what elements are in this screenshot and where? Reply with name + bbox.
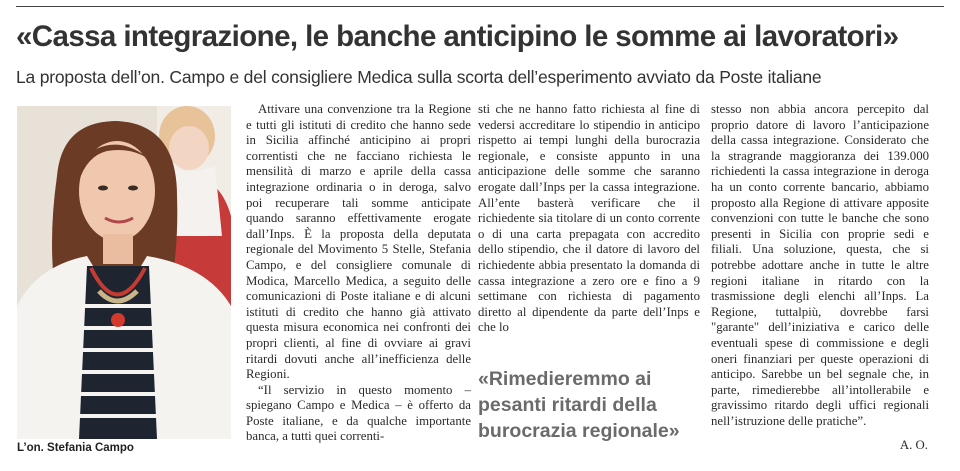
article-column-1 xyxy=(246,102,471,445)
column1-paragraph-2: “Il servizio in questo momento – spiegano Campo e Medica – è offerto da Poste italiane, e da qualche importante banca, a tutti quei correnti- xyxy=(246,382,471,444)
article-column-2 xyxy=(478,102,700,336)
column3-paragraph-1: stesso non abbia ancora percepito dal proprio datore di lavoro l’anticipazione della cassa integrazione. Considerato che la stragrande maggioranza dei 139.000 richiedenti la cassa integrazione in deroga ha un conto corrente bancario, abbiamo proposto alla Regione di attivare apposite convenzioni con tutte le banche che sono presenti in Sicilia con proprie sedi e filiali. Una soluzione, questa, che si potrebbe adottare anche in tutte le altre regioni italiane in ritardo con la trasmissione degli elenchi all’Inps. La Regione, tuttalpiù, dovrebbe farsi "garante" dell’iniziativa e carico delle eventuali spese di commissione e degli oneri finanziari per queste operazioni di anticipo. Sarebbe un bel segnale che, in parte, rimedierebbe all’intollerabile e gravissimo ritardo degli uffici regionali nell’istruzione delle pratiche”. xyxy=(711,102,929,428)
subheadline: La proposta dell’on. Campo e del consigliere Medica sulla scorta dell’esperimento avviato da Poste italiane xyxy=(16,67,822,87)
author-signature: A. O. xyxy=(899,438,928,452)
top-rule xyxy=(16,6,944,7)
pull-quote: «Rimedieremmo ai pesanti ritardi della burocrazia regionale» xyxy=(478,368,680,442)
portrait-illustration xyxy=(17,106,231,439)
photo-caption: L’on. Stefania Campo xyxy=(17,442,134,454)
portrait-photo xyxy=(17,106,231,439)
headline: «Cassa integrazione, le banche anticipino le somme ai lavoratori» xyxy=(16,20,899,53)
column2-paragraph-1: sti che ne hanno fatto richiesta al fine di vedersi accreditare lo stipendio in anticipo rispetto ai tempi lunghi della burocrazia regionale, e consiste appunto in una anticipazione delle somme che saranno erogate dall’Inps per la cassa integrazione. All’ente basterà verificare che il richiedente sia titolare di un conto corrente o di una carta prepagata con accredito dello stipendio, che il datore di lavoro del richiedente abbia presentato la domanda di cassa integrazione a zero ore e fino a 9 settimane con richiesta di pagamento diretto al dipendente da parte dell’Inps e che lo xyxy=(478,102,700,335)
article-column-3 xyxy=(711,102,929,429)
column1-paragraph-1: Attivare una convenzione tra la Regione e tutti gli istituti di credito che hanno sede in Sicilia affinché anticipino ai propri correntisti che ne facciano richiesta le mensilità di marzo e aprile della cassa integrazione ordinaria o in deroga, salvo poi recuperare tali somme anticipate quando saranno effettivamente erogate dall’Inps. È la proposta della deputata regionale del Movimento 5 Stelle, Stefania Campo, e del consigliere comunale di Modica, Marcello Medica, a seguito delle comunicazioni di Poste italiane e di alcuni istituti di credito che hanno già attivato questa misura economica nei confronti dei propri clienti, al fine di ovviare ai gravi ritardi dovuti anche all’inefficienza delle Regioni. xyxy=(246,102,471,382)
